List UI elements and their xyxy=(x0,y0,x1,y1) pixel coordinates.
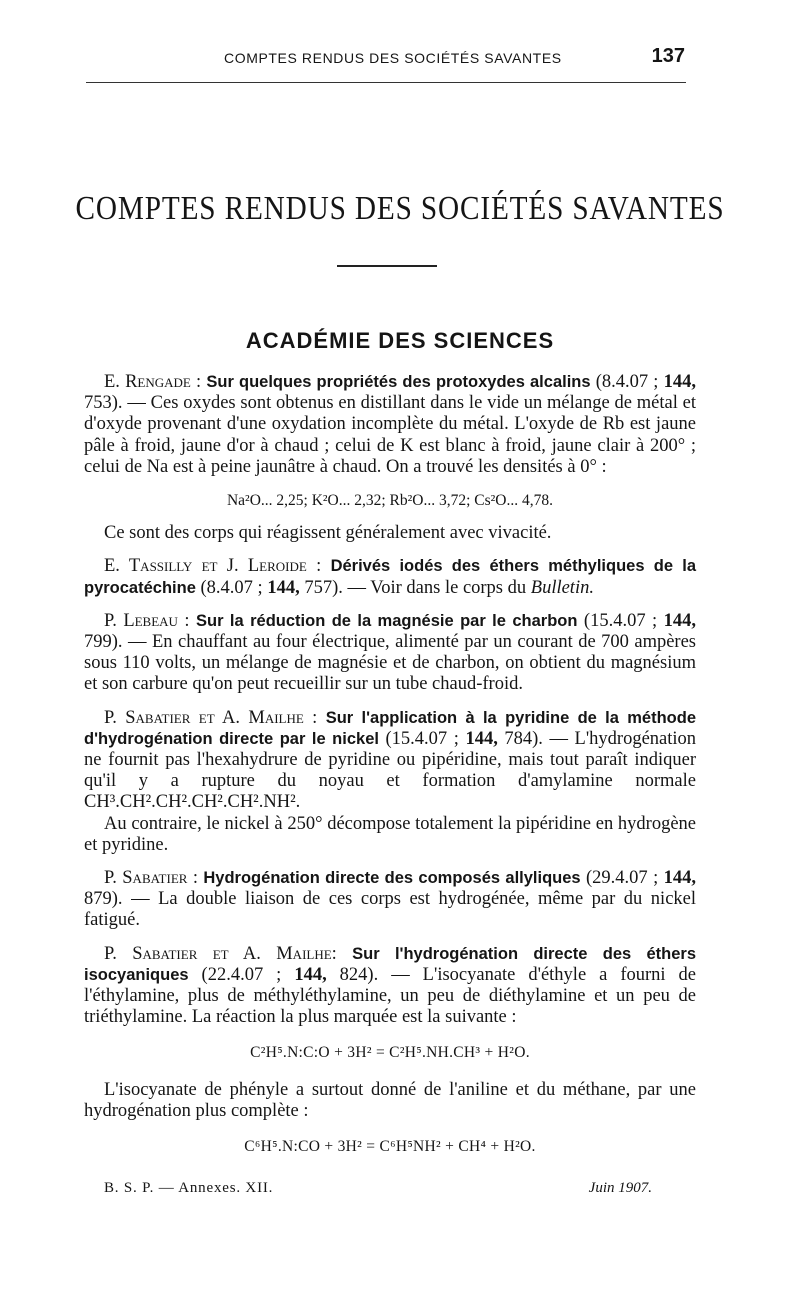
entry-author: E. Rengade : xyxy=(104,372,202,392)
entry-tassilly xyxy=(84,556,696,598)
entry-text: — L'hydrogénation ne fournit pas l'hexahydrure de pyridine ou pipéridine, mais tout paraît indiquer qu'il y a rupture du noyau et formation d'amylamine normale CH³.CH².CH².CH².CH².NH². xyxy=(84,728,697,813)
header-rule xyxy=(86,82,686,83)
entry-page: 784). xyxy=(504,728,543,749)
entry-page: 824). xyxy=(339,964,379,985)
entry-text: L'isocyanate de phényle a surtout donné de l'aniline et du méthane, par une hydrogénation plus complète : xyxy=(84,1079,696,1121)
entry-text: — Voir dans le corps du xyxy=(347,577,527,598)
entry-author: P. Lebeau : xyxy=(104,610,190,631)
page-title: COMPTES RENDUS DES SOCIÉTÉS SAVANTES xyxy=(75,190,725,227)
entry-text: Ce sont des corps qui réagissent généralement avec vivacité. xyxy=(104,523,552,544)
entry-title: Sur la réduction de la magnésie par le charbon xyxy=(196,611,578,630)
entry-ref: (29.4.07 ; xyxy=(586,868,659,889)
entry-italic: Bulletin. xyxy=(530,577,594,598)
entry-ref: (8.4.07 ; xyxy=(200,577,263,598)
entry-ref: (22.4.07 ; xyxy=(201,964,282,985)
entry-sabatier-mailhe-pyridine xyxy=(84,708,696,814)
chemical-equation: C⁶H⁵.N:CO + 3H² = C⁶H⁵NH² + CH⁴ + H²O. xyxy=(244,1138,536,1156)
entry-title: Sur quelques propriétés des protoxydes alcalins xyxy=(206,373,591,391)
entry-page: 757). xyxy=(304,577,343,598)
entry-title: Hydrogénation directe des composés allyliques xyxy=(203,869,581,888)
entry-lebeau xyxy=(84,611,696,696)
entry-page: 799). xyxy=(84,632,123,653)
entry-text: — La double liaison de ces corps est hydrogénée, même par du nickel fatigué. xyxy=(84,889,697,931)
running-head: COMPTES RENDUS DES SOCIÉTÉS SAVANTES xyxy=(224,50,562,66)
entry-volume: 144, xyxy=(663,610,697,631)
entry-author: P. Sabatier : xyxy=(104,868,198,889)
entry-text: — Ces oxydes sont obtenus en distillant dans le vide un mélange de métal et d'oxyde provenant d'une oxydation incomplète du métal. L'oxyde de Rb est jaune pâle à froid, jaune d'or à chaud ; celui de K est blanc à froid, jaune clair à 200° ; celui de Na est à peine jaunâtre à chaud. On a trouvé les densités à 0° : xyxy=(84,393,697,477)
entry-title: Sur l'application à la pyridine de la méthode d'hydrogénation directe par le nickel xyxy=(84,708,697,748)
densities-line: Na²O... 2,25; K²O... 2,32; Rb²O... 3,72; Cs²O... 4,78. xyxy=(226,492,553,510)
entry-ref: (15.4.07 ; xyxy=(583,610,658,631)
entry-page: 753). xyxy=(84,393,123,414)
entry-title: Sur l'hydrogénation directe des éthers isocyaniques xyxy=(84,944,696,984)
entry-sabatier-allyliques xyxy=(84,868,696,932)
section-title: ACADÉMIE DES SCIENCES xyxy=(245,328,555,353)
entry-volume: 144, xyxy=(465,728,498,749)
entry-volume: 144, xyxy=(267,577,300,598)
entry-volume: 144, xyxy=(294,964,327,985)
footer-signature: B. S. P. — Annexes. XII. xyxy=(104,1180,274,1196)
entry-text: Au contraire, le nickel à 250° décompose totalement la pipéridine en hydrogène et pyridine. xyxy=(84,813,696,855)
entry-volume: 144, xyxy=(663,372,696,392)
entry-author: E. Tassilly et J. Leroide : xyxy=(104,556,322,577)
title-rule xyxy=(337,265,437,267)
page-number: 137 xyxy=(651,45,685,67)
entry-text: — L'isocyanate d'éthyle a fourni de l'éthylamine, plus de méthyléthylamine, un peu de diéthylamine et un peu de triéthylamine. La réaction la plus marquée est la suivante : xyxy=(84,964,696,1028)
entry-page: 879). xyxy=(84,889,123,910)
entry-sabatier-mailhe-isocyaniques xyxy=(84,944,696,1029)
entry-volume: 144, xyxy=(663,868,696,889)
entry-author: P. Sabatier et A. Mailhe : xyxy=(104,707,318,728)
entry-author: P. Sabatier et A. Mailhe: xyxy=(104,943,337,964)
entry-rengade xyxy=(84,372,696,478)
footer-date: Juin 1907. xyxy=(588,1180,652,1196)
chemical-equation: C²H⁵.N:C:O + 3H² = C²H⁵.NH.CH³ + H²O. xyxy=(250,1044,530,1062)
entry-title: Dérivés iodés des éthers méthyliques de la pyrocatéchine xyxy=(84,557,697,597)
article-body xyxy=(84,372,696,1173)
entry-ref: (8.4.07 ; xyxy=(595,372,659,392)
entry-text: — En chauffant au four électrique, alimenté par un courant de 700 ampères sous 110 volts, un mélange de magnésie et de charbon, on obtient du magnésium et son carbure qu'on peut recueillir sur un tube chaud-froid. xyxy=(84,632,697,695)
entry-ref: (15.4.07 ; xyxy=(385,728,459,749)
